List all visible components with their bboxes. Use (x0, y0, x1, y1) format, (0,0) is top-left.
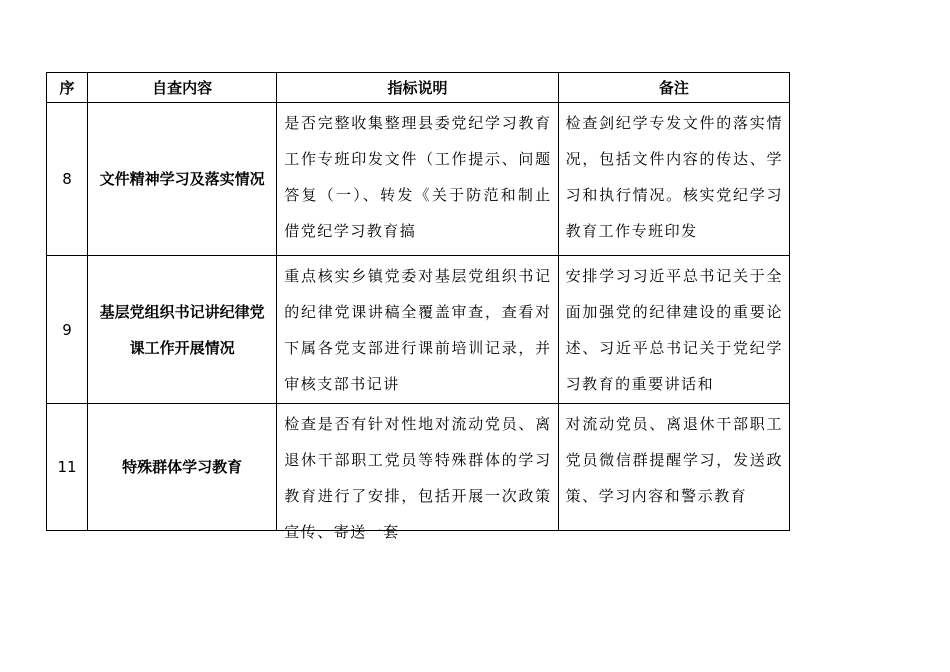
row-seq: 8 (47, 103, 88, 256)
row-desc: 是否完整收集整理县委党纪学习教育工作专班印发文件（工作提示、问题答复（一）、转发《关于防范和制止借党纪学习教育搞 (284, 114, 552, 240)
row-desc-cell (277, 103, 558, 256)
row-desc: 检查是否有针对性地对流动党员、离退休干部职工党员等特殊群体的学习教育进行了安排，包括开展一次政策宣传、寄送一套 (284, 415, 552, 541)
row-item (88, 256, 277, 404)
row-item-text: 特殊群体学习教育 (122, 458, 243, 476)
row-item-text: 基层党组织书记讲纪律党课工作开展情况 (99, 302, 265, 357)
row-item-text: 文件精神学习及落实情况 (99, 170, 265, 188)
row-note: 安排学习习近平总书记关于全面加强党的纪律建设的重要论述、习近平总书记关于党纪学习教育的重要讲话和 (565, 267, 783, 393)
row-item (88, 103, 277, 256)
header-seq: 序 (47, 73, 88, 103)
row-desc-cell (277, 404, 558, 541)
row-seq: 9 (47, 256, 88, 404)
table-header-row (47, 73, 790, 103)
row-seq: 11 (47, 404, 88, 531)
row-desc: 重点核实乡镇党委对基层党组织书记的纪律党课讲稿全覆盖审查，查看对下属各党支部进行课前培训记录，并审核支部书记讲 (284, 267, 552, 393)
row-desc-cell (277, 256, 558, 404)
table-row (47, 404, 790, 531)
row-note-cell (558, 404, 789, 531)
table-row (47, 103, 790, 256)
header-item: 自查内容 (88, 73, 277, 103)
self-check-table (46, 72, 790, 541)
row-note: 对流动党员、离退休干部职工党员微信群提醒学习，发送政策、学习内容和警示教育 (565, 415, 783, 505)
table-row (47, 256, 790, 404)
header-note: 备注 (558, 73, 789, 103)
row-note-cell (558, 256, 789, 404)
row-note-cell (558, 103, 789, 256)
row-note: 检查剑纪学专发文件的落实情况，包括文件内容的传达、学习和执行情况。核实党纪学习教育工作专班印发 (565, 114, 783, 240)
header-desc: 指标说明 (277, 73, 558, 103)
row-item (88, 404, 277, 531)
